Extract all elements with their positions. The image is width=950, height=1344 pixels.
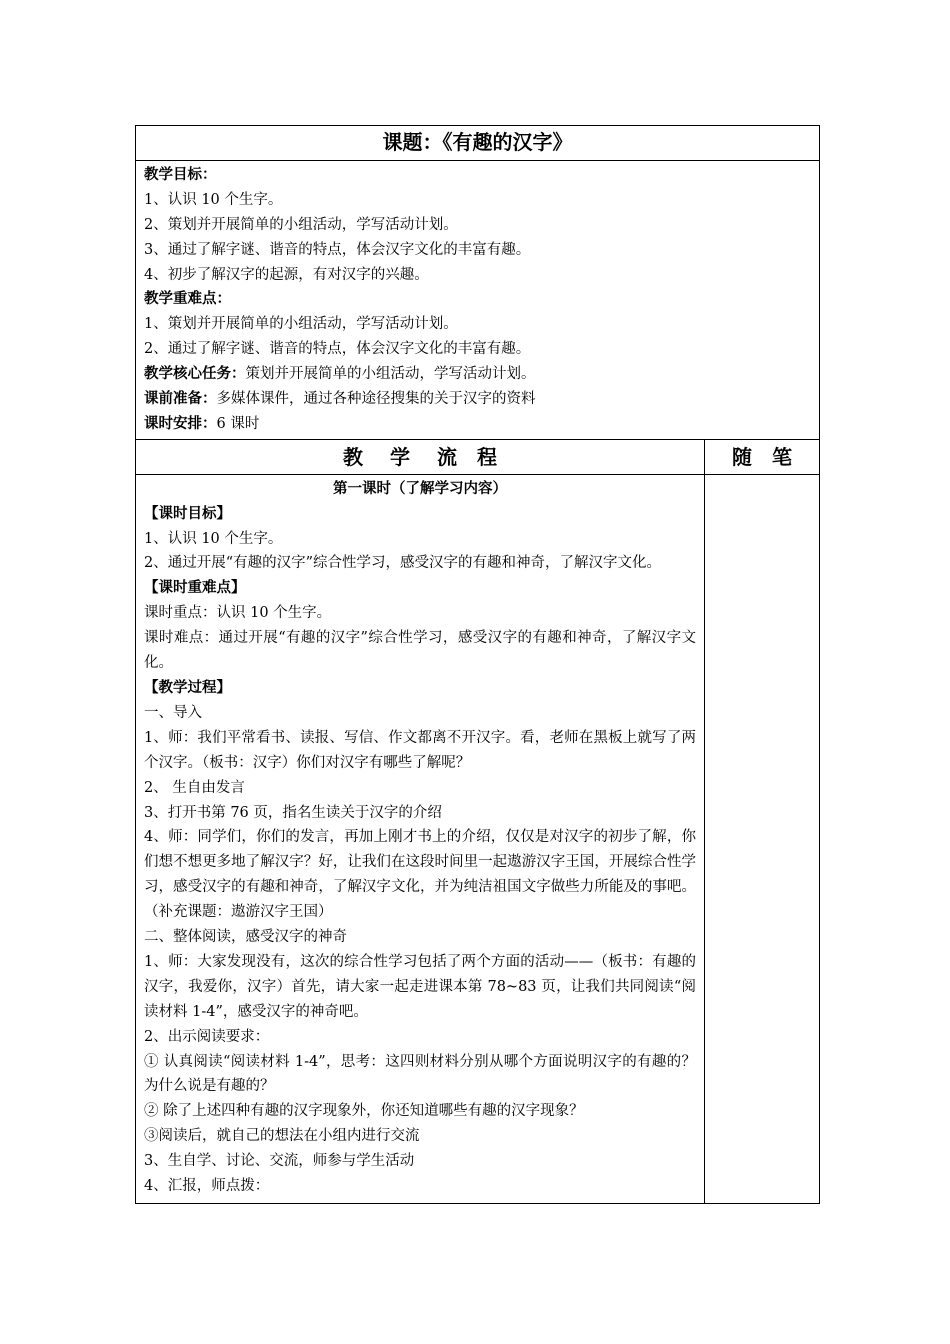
lesson-goal-item: 2、通过开展“有趣的汉字”综合性学习，感受汉字的有趣和神奇，了解汉字文化。 bbox=[144, 555, 662, 572]
key-point-item: 2、通过了解字谜、谐音的特点，体会汉字文化的丰富有趣。 bbox=[144, 341, 531, 358]
notes-column bbox=[705, 474, 820, 1203]
process-item: 4、师：同学们，你们的发言，再加上刚才书上的介绍，仅仅是对汉字的初步了解，你们想不想更多地了解汉字？好，让我们在这段时间里一起遨游汉字王国，开展综合性学习，感受汉字的有趣和神奇，了解汉字文化，并为纯洁祖国文字做些力所能及的事吧。（补充课题：遨游汉字王国） bbox=[144, 829, 696, 921]
core-task-text: 策划并开展简单的小组活动，学写活动计划。 bbox=[245, 366, 536, 383]
process-item: ② 除了上述四种有趣的汉字现象外，你还知道哪些有趣的汉字现象？ bbox=[144, 1103, 584, 1120]
process-item: 一、导入 bbox=[144, 704, 202, 721]
lesson-key-item: 课时难点：通过开展“有趣的汉字”综合性学习，感受汉字的有趣和神奇，了解汉字文化。 bbox=[144, 630, 696, 672]
process-label: 【教学过程】 bbox=[144, 680, 231, 696]
notes-header: 随 笔 bbox=[705, 439, 820, 474]
teaching-flow-section bbox=[136, 474, 705, 1203]
lesson-goal-item: 1、认识 10 个生字。 bbox=[144, 530, 283, 547]
process-item: ① 认真阅读“阅读材料 1-4”，思考：这四则材料分别从哪个方面说明汉字的有趣的？为什么说是有趣的？ bbox=[144, 1053, 696, 1095]
key-points-label: 教学重难点： bbox=[144, 291, 231, 308]
lesson-title: 第一课时（了解学习内容） bbox=[333, 480, 507, 497]
process-item: 3、生自学、讨论、交流，师参与学生活动 bbox=[144, 1153, 415, 1170]
process-item: 二、整体阅读，感受汉字的神奇 bbox=[144, 929, 347, 946]
flow-header: 教 学 流 程 bbox=[136, 439, 705, 474]
process-item: 4、汇报，师点拨： bbox=[144, 1178, 270, 1195]
core-task-line bbox=[144, 362, 811, 387]
key-point-item: 1、策划并开展简单的小组活动，学写活动计划。 bbox=[144, 316, 458, 333]
schedule-text: 6 课时 bbox=[216, 415, 260, 432]
lesson-plan-table bbox=[135, 125, 820, 1204]
process-item: ③阅读后，就自己的想法在小组内进行交流 bbox=[144, 1128, 420, 1145]
process-item: 3、打开书第 76 页，指名生读关于汉字的介绍 bbox=[144, 804, 442, 821]
core-task-label: 教学核心任务： bbox=[144, 366, 246, 383]
lesson-key-label: 【课时重难点】 bbox=[144, 580, 246, 597]
preparation-text: 多媒体课件，通过各种途径搜集的关于汉字的资料 bbox=[216, 391, 536, 408]
goal-item: 3、通过了解字谜、谐音的特点，体会汉字文化的丰富有趣。 bbox=[144, 241, 531, 258]
process-item: 2、出示阅读要求： bbox=[144, 1028, 270, 1045]
page-title: 课题：《有趣的汉字》 bbox=[136, 126, 820, 161]
goals-label: 教学目标： bbox=[144, 167, 217, 183]
process-item: 1、师：我们平常看书、读报、写信、作文都离不开汉字。看，老师在黑板上就写了两个汉字。（板书：汉字）你们对汉字有哪些了解呢？ bbox=[144, 729, 696, 771]
process-item: 2、 生自由发言 bbox=[144, 779, 245, 796]
goal-item: 2、策划并开展简单的小组活动，学写活动计划。 bbox=[144, 216, 458, 233]
goal-item: 1、认识 10 个生字。 bbox=[144, 191, 283, 208]
preparation-line bbox=[144, 387, 811, 412]
schedule-label: 课时安排： bbox=[144, 415, 217, 432]
preparation-label: 课前准备： bbox=[144, 391, 217, 408]
lesson-plan-page bbox=[135, 125, 819, 1204]
lesson-goal-label: 【课时目标】 bbox=[144, 505, 231, 522]
goal-item: 4、初步了解汉字的起源，有对汉字的兴趣。 bbox=[144, 266, 429, 283]
process-item: 1、师：大家发现没有，这次的综合性学习包括了两个方面的活动——（板书：有趣的汉字，我爱你，汉字）首先，请大家一起走进课本第 78~83 页，让我们共同阅读“阅读材料 1-4”，感受汉字的神奇吧。 bbox=[144, 953, 696, 1020]
schedule-line bbox=[144, 412, 811, 437]
lesson-key-item: 课时重点：认识 10 个生字。 bbox=[144, 605, 332, 622]
objectives-section bbox=[136, 161, 820, 440]
